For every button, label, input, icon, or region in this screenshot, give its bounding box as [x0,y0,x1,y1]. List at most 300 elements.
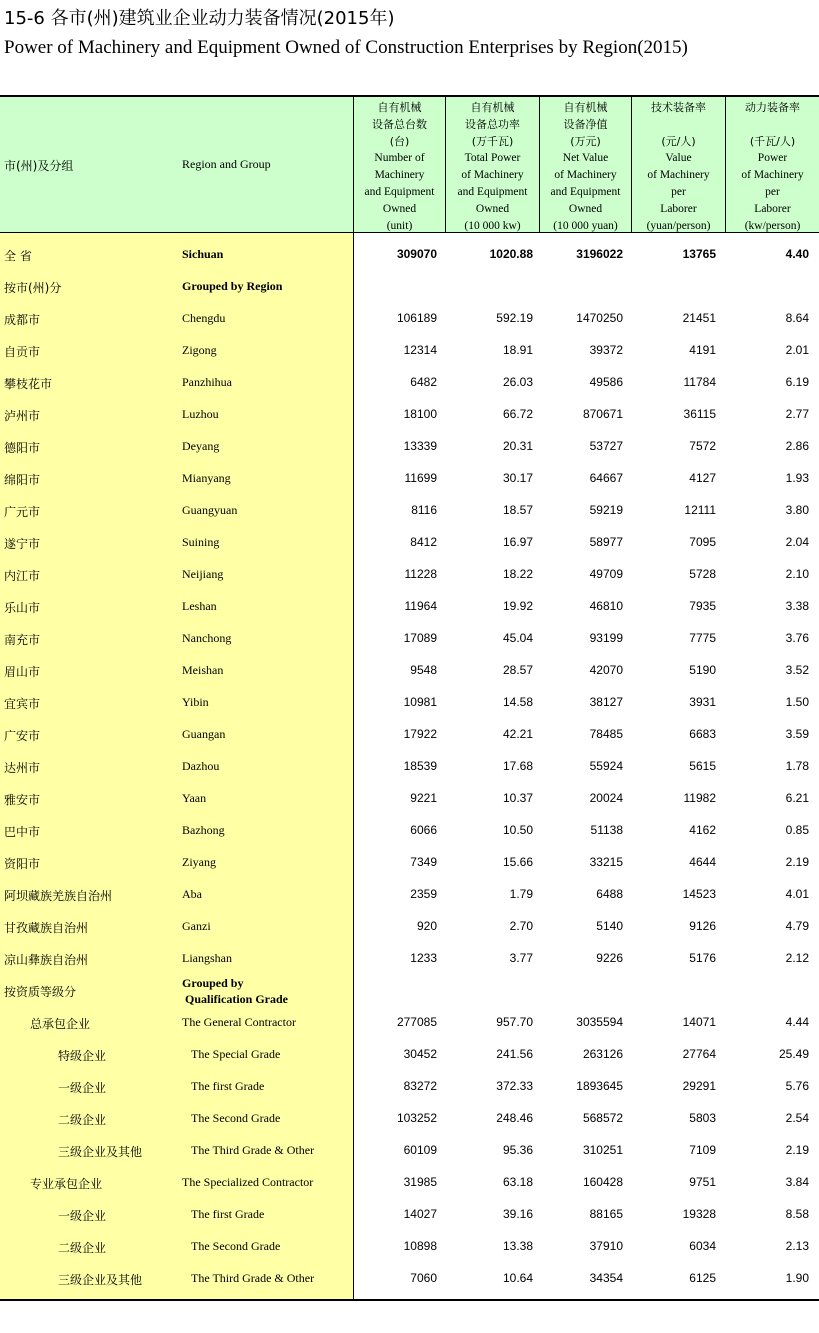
row-value: 1233 [410,951,437,965]
row-value: 13765 [682,247,716,261]
row-label-en [182,247,223,262]
row-value: 34354 [589,1271,623,1285]
row-value: 19328 [682,1207,716,1221]
table-row [0,239,819,271]
header-net-value [540,97,631,232]
row-label-en-line: Leshan [182,599,217,613]
header-line: 设备净值 [563,118,608,131]
row-value: 11784 [683,375,716,389]
row-value: 18539 [403,759,437,773]
row-label-cn: 眉山市 [4,665,41,679]
table-row [0,815,819,847]
row-label-cn: 内江市 [4,569,41,583]
row-value: 8412 [410,535,437,549]
row-value: 7349 [410,855,437,869]
row-label-en [182,375,232,390]
row-value: 14.58 [502,695,533,709]
row-value: 11699 [404,471,437,485]
row-value: 6125 [689,1271,716,1285]
row-value: 3.84 [785,1175,809,1189]
header-line: per [765,186,780,198]
header-region-en: Region and Group [182,157,271,171]
row-value: 3.80 [785,503,809,517]
table-row [0,623,819,655]
row-value: 17089 [403,631,437,645]
row-value: 29291 [682,1079,716,1093]
row-value: 6488 [596,887,623,901]
table-row [0,943,819,975]
table-row [0,847,819,879]
row-label-en [182,599,217,614]
row-value: 1.79 [509,887,533,901]
header-line: (万千瓦) [471,135,514,148]
page-title-en: Power of Machinery and Equipment Owned of Construction Enterprises by Region(2015) [4,37,688,58]
row-label-cn: 阿坝藏族羌族自治州 [4,889,113,903]
row-label-en [182,631,231,646]
row-label-en-line: The first Grade [191,1207,265,1221]
row-label-cn: 雅安市 [4,793,41,807]
row-value: 18.57 [502,503,533,517]
row-value: 5.76 [785,1079,809,1093]
row-label-en [191,1143,314,1158]
row-label-cn: 甘孜藏族自治州 [4,921,89,935]
header-line: (元/人) [661,135,696,148]
row-label-en-line: Dazhou [182,759,220,773]
header-line: Net Value [562,152,609,164]
row-label-en-line: Chengdu [182,311,226,325]
row-value: 78485 [589,727,623,741]
row-label-en-line: Ganzi [182,919,211,933]
row-label-en [182,471,231,486]
row-value: 17922 [403,727,437,741]
row-value: 592.19 [496,311,533,325]
header-line: of Machinery [647,169,710,181]
row-label-cn: 广安市 [4,729,41,743]
row-label-en-line: The Second Grade [191,1239,281,1253]
row-label-en-line: Meishan [182,663,224,677]
row-value: 8.64 [785,311,809,325]
row-label-en [191,1047,280,1062]
header-line: 自有机械 [377,101,422,114]
row-label-cn: 按资质等级分 [4,985,77,999]
row-value: 3035594 [576,1015,623,1029]
row-value: 16.97 [502,535,533,549]
row-value: 20024 [589,791,623,805]
row-label-cn: 一级企业 [58,1209,107,1223]
row-label-cn: 三级企业及其他 [58,1145,143,1159]
header-power-per-laborer [726,97,819,232]
header-line: Owned [382,203,417,215]
row-value: 10.37 [502,791,533,805]
row-label-cn: 宜宾市 [4,697,41,711]
row-value: 277085 [396,1015,437,1029]
row-label-en [182,663,223,678]
header-line: (kw/person) [744,220,801,232]
row-value: 2.10 [785,567,809,581]
row-value: 1020.88 [489,247,533,261]
header-total-power [446,97,539,232]
row-value: 63.18 [502,1175,533,1189]
row-value: 15.66 [502,855,533,869]
header-line: (千瓦/人) [749,135,796,148]
row-value: 241.56 [496,1047,533,1061]
row-value: 55924 [589,759,623,773]
row-label-en [182,695,209,710]
row-value: 7095 [689,535,716,549]
row-label-en [182,919,211,934]
row-value: 4.44 [785,1015,809,1029]
row-value: 0.85 [785,823,809,837]
row-value: 93199 [589,631,623,645]
row-label-en [182,975,288,1007]
row-label-cn: 广元市 [4,505,41,519]
row-label-en [182,407,219,422]
row-label-en [182,439,219,454]
row-value: 46810 [589,599,623,613]
table-row [0,1231,819,1263]
row-value: 2.19 [785,855,809,869]
row-label-en-line: The Second Grade [191,1111,281,1125]
row-value: 45.04 [502,631,533,645]
row-value: 920 [416,919,437,933]
row-value: 2.70 [509,919,533,933]
row-label-en [191,1271,314,1286]
row-value: 4127 [689,471,716,485]
table-row [0,783,819,815]
row-value: 7060 [410,1271,437,1285]
row-value: 49586 [589,375,623,389]
row-value: 95.36 [502,1143,533,1157]
table-row [0,975,819,1007]
header-line: Value [665,152,692,164]
row-label-en [182,951,232,966]
header-region-cn: 市(州)及分组 [4,159,74,173]
row-value: 9548 [410,663,437,677]
row-label-en [191,1079,264,1094]
row-value: 6683 [689,727,716,741]
row-value: 38127 [589,695,623,709]
header-line: and Equipment [457,186,528,198]
row-label-en-line: Yaan [182,791,207,805]
row-value: 6034 [689,1239,716,1253]
header-line: Number of [374,152,425,164]
row-value: 49709 [589,567,623,581]
row-label-en [182,567,223,582]
header-line: per [671,186,686,198]
row-value: 3.77 [509,951,533,965]
row-value: 4.01 [785,887,809,901]
header-line [632,116,725,133]
row-value: 9751 [689,1175,716,1189]
table-row [0,335,819,367]
row-value: 5190 [689,663,716,677]
row-label-en-line: Liangshan [182,951,232,965]
row-value: 5803 [689,1111,716,1125]
row-value: 7935 [689,599,716,613]
row-value: 8116 [411,503,437,517]
table-row [0,303,819,335]
row-value: 36115 [683,407,716,421]
row-value: 5615 [689,759,716,773]
row-value: 6.21 [785,791,809,805]
row-label-cn: 南充市 [4,633,41,647]
row-value: 248.46 [496,1111,533,1125]
row-value: 4.79 [785,919,809,933]
row-value: 4162 [689,823,716,837]
table-row [0,911,819,943]
table-row [0,1199,819,1231]
row-value: 309070 [396,247,437,261]
row-value: 14027 [403,1207,437,1221]
header-line: and Equipment [550,186,621,198]
row-label-cn: 凉山彝族自治州 [4,953,89,967]
row-label-cn: 自贡市 [4,345,41,359]
row-label-en [182,791,206,806]
row-label-cn: 达州市 [4,761,41,775]
row-label-cn: 遂宁市 [4,537,41,551]
header-line: of Machinery [741,169,804,181]
page-title-cn: 15-6 各市(州)建筑业企业动力装备情况(2015年) [4,8,395,29]
row-value: 9221 [410,791,437,805]
table-row [0,271,819,303]
row-value: 10.64 [502,1271,533,1285]
row-label-en-line: Deyang [182,439,220,453]
row-label-cn: 泸州市 [4,409,41,423]
table-row [0,751,819,783]
header-line: Laborer [660,203,697,215]
row-label-en-line: Bazhong [182,823,225,837]
row-value: 51138 [590,823,623,837]
row-label-en-line: Nanchong [182,631,232,645]
row-value: 59219 [589,503,623,517]
header-line [726,116,819,133]
row-value: 3931 [689,695,716,709]
row-value: 18100 [403,407,437,421]
row-label-en-line: The General Contractor [182,1015,296,1029]
row-value: 21451 [682,311,716,325]
row-label-cn: 资阳市 [4,857,41,871]
row-value: 10898 [403,1239,437,1253]
row-label-en [182,1175,313,1190]
header-line: Laborer [754,203,791,215]
row-label-cn: 专业承包企业 [30,1177,103,1191]
row-value: 4.40 [785,247,809,261]
row-value: 568572 [582,1111,623,1125]
row-value: 17.68 [502,759,533,773]
table-row [0,367,819,399]
row-label-en-line: Guangan [182,727,226,741]
header-line: 设备总台数 [372,118,427,131]
row-label-en [182,279,282,294]
row-value: 160428 [582,1175,623,1189]
row-value: 11228 [404,567,437,581]
row-value: 30452 [403,1047,437,1061]
row-value: 1.93 [785,471,809,485]
table-row [0,1071,819,1103]
row-label-cn: 三级企业及其他 [58,1273,143,1287]
header-machinery-count [354,97,445,232]
row-label-en-line: Panzhihua [182,375,232,389]
row-label-en-line: Grouped by [182,976,244,990]
row-label-en-line: The first Grade [191,1079,265,1093]
row-label-en [182,759,219,774]
row-label-en-line: The Third Grade & Other [191,1271,315,1285]
row-value: 870671 [582,407,623,421]
row-value: 19.92 [502,599,533,613]
header-line: (yuan/person) [646,220,711,232]
row-value: 3.38 [785,599,809,613]
row-value: 9226 [596,951,623,965]
row-value: 372.33 [496,1079,533,1093]
row-value: 6.19 [785,375,809,389]
header-line: (10 000 kw) [464,220,521,232]
header-value-per-laborer [632,97,725,232]
table-row [0,399,819,431]
row-value: 66.72 [502,407,533,421]
table-row [0,463,819,495]
row-value: 4644 [689,855,716,869]
row-label-en [191,1239,280,1254]
row-value: 26.03 [502,375,533,389]
row-value: 5140 [596,919,623,933]
row-value: 33215 [589,855,623,869]
header-line: Owned [475,203,510,215]
row-value: 9126 [689,919,716,933]
row-value: 4191 [689,343,716,357]
row-value: 2.19 [785,1143,809,1157]
row-label-cn: 成都市 [4,313,41,327]
row-value: 37910 [589,1239,623,1253]
table-row [0,687,819,719]
row-label-en [182,727,225,742]
row-value: 6482 [410,375,437,389]
row-value: 957.70 [496,1015,533,1029]
row-value: 5176 [689,951,716,965]
row-label-cn: 一级企业 [58,1081,107,1095]
table-row [0,1135,819,1167]
row-label-en-line: The Third Grade & Other [191,1143,315,1157]
header-line: (台) [389,135,410,148]
header-line: Power [757,152,788,164]
row-label-cn: 乐山市 [4,601,41,615]
header-line: of Machinery [554,169,617,181]
row-value: 103252 [396,1111,437,1125]
table-row [0,1263,819,1295]
row-label-cn: 绵阳市 [4,473,41,487]
table-row [0,1103,819,1135]
row-value: 12111 [684,503,716,517]
row-label-en-line: Sichuan [182,247,224,261]
row-value: 3196022 [576,247,623,261]
header-line: Total Power [464,152,521,164]
row-value: 14071 [682,1015,716,1029]
row-label-cn: 攀枝花市 [4,377,53,391]
row-value: 58977 [589,535,623,549]
row-value: 5728 [689,567,716,581]
row-label-cn: 德阳市 [4,441,41,455]
header-line: 技术装备率 [651,101,706,114]
row-value: 14523 [682,887,716,901]
row-label-en-line: Grouped by Region [182,279,283,293]
row-label-en-line: Zigong [182,343,217,357]
row-label-cn: 总承包企业 [30,1017,91,1031]
row-value: 2.12 [785,951,809,965]
table-row [0,879,819,911]
table-row [0,591,819,623]
row-label-cn: 全 省 [4,249,32,263]
row-value: 20.31 [502,439,533,453]
row-value: 42070 [589,663,623,677]
row-value: 12314 [403,343,437,357]
row-value: 42.21 [502,727,533,741]
header-line: and Equipment [364,186,435,198]
row-label-en [182,343,217,358]
table-row [0,1167,819,1199]
row-value: 6066 [410,823,437,837]
row-label-en [191,1207,264,1222]
row-value: 18.22 [502,567,533,581]
row-label-cn: 巴中市 [4,825,41,839]
header-line: Owned [568,203,603,215]
row-label-en [182,1015,296,1030]
row-value: 83272 [403,1079,437,1093]
row-value: 10.50 [502,823,533,837]
row-value: 2.04 [785,535,809,549]
table-row [0,1007,819,1039]
row-value: 27764 [682,1047,716,1061]
row-value: 25.49 [778,1047,809,1061]
row-value: 2.01 [785,343,809,357]
row-value: 1470250 [576,311,623,325]
row-value: 64667 [589,471,623,485]
row-value: 7775 [689,631,716,645]
row-label-en-line: Qualification Grade [182,992,288,1006]
row-value: 28.57 [502,663,533,677]
row-label-cn: 特级企业 [58,1049,107,1063]
table-row [0,527,819,559]
row-label-en-line: Ziyang [182,855,216,869]
row-value: 7572 [689,439,716,453]
row-label-en [182,503,237,518]
row-value: 30.17 [502,471,533,485]
row-label-en [182,535,219,550]
row-label-en-line: Yibin [182,695,209,709]
row-value: 10981 [403,695,437,709]
header-line: 动力装备率 [745,101,800,114]
table-row [0,559,819,591]
row-label-en-line: The Specialized Contractor [182,1175,314,1189]
table-row [0,431,819,463]
header-line: of Machinery [461,169,524,181]
row-label-cn: 按市(州)分 [4,281,62,295]
row-label-en-line: Aba [182,887,202,901]
table-bottom-rule [0,1299,819,1301]
header-line: 自有机械 [563,101,608,114]
row-value: 2.77 [785,407,809,421]
row-value: 263126 [582,1047,623,1061]
row-label-en [191,1111,280,1126]
row-value: 1.50 [785,695,809,709]
row-value: 53727 [589,439,623,453]
row-value: 13.38 [502,1239,533,1253]
header-line: Machinery [374,169,425,181]
row-value: 11964 [404,599,437,613]
row-label-en-line: Guangyuan [182,503,238,517]
row-value: 1.90 [785,1271,809,1285]
row-value: 106189 [396,311,437,325]
row-value: 2.86 [785,439,809,453]
row-label-en-line: Mianyang [182,471,231,485]
